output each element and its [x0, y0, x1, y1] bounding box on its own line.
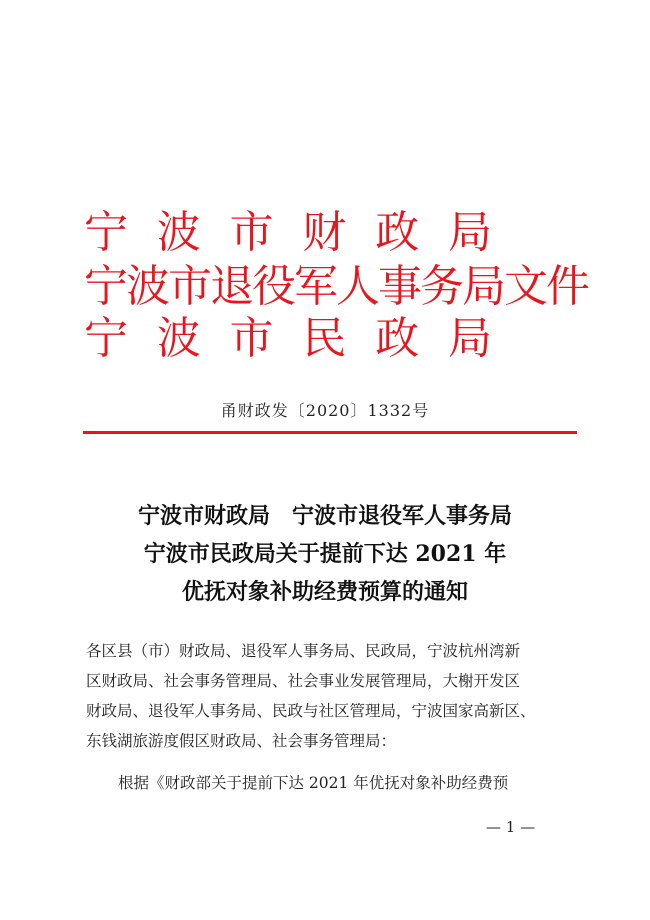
body-paragraph: 根据《财政部关于提前下达 2021 年优抚对象补助经费预	[118, 774, 509, 792]
issuer-char: 局	[447, 207, 492, 258]
recipient-line: 财政局、退役军人事务局、民政与社区管理局，宁波国家高新区、	[86, 702, 536, 720]
title-line: 优抚对象补助经费预算的通知	[181, 579, 468, 605]
recipient-line: 东钱湖旅游度假区财政局、社会事务管理局：	[86, 732, 397, 750]
title-line: 宁波市民政局关于提前下达 2021 年	[143, 541, 507, 567]
red-divider-line	[83, 431, 577, 434]
issuer-char: 宁	[84, 313, 128, 364]
issuer-char: 宁	[84, 207, 128, 258]
title-line: 宁波市财政局 宁波市退役军人事务局	[137, 503, 512, 529]
recipient-line: 区财政局、社会事务管理局、社会事业发展管理局，大榭开发区	[86, 672, 521, 690]
issuer-char: 政	[375, 313, 420, 364]
page-number: — 1 —	[486, 818, 536, 836]
document-title	[0, 497, 650, 611]
issuer-line-veterans-bureau: 宁波市退役军人事务局文件	[84, 261, 588, 312]
issuer-char: 局	[447, 313, 492, 364]
issuer-char: 财	[302, 207, 347, 258]
document-number: 甬财政发〔2020〕1332号	[220, 401, 430, 420]
issuer-char: 市	[229, 207, 274, 258]
issuer-char: 民	[302, 313, 347, 364]
issuer-line-civil-affairs-bureau	[84, 314, 492, 364]
issuer-line-finance-bureau	[84, 208, 492, 258]
recipient-list	[86, 636, 574, 756]
recipient-line: 各区县（市）财政局、退役军人事务局、民政局，宁波杭州湾新	[86, 642, 521, 660]
issuer-char: 市	[229, 313, 274, 364]
issuer-char: 波	[156, 313, 201, 364]
issuer-char: 波	[156, 207, 201, 258]
issuer-char: 政	[375, 207, 420, 258]
